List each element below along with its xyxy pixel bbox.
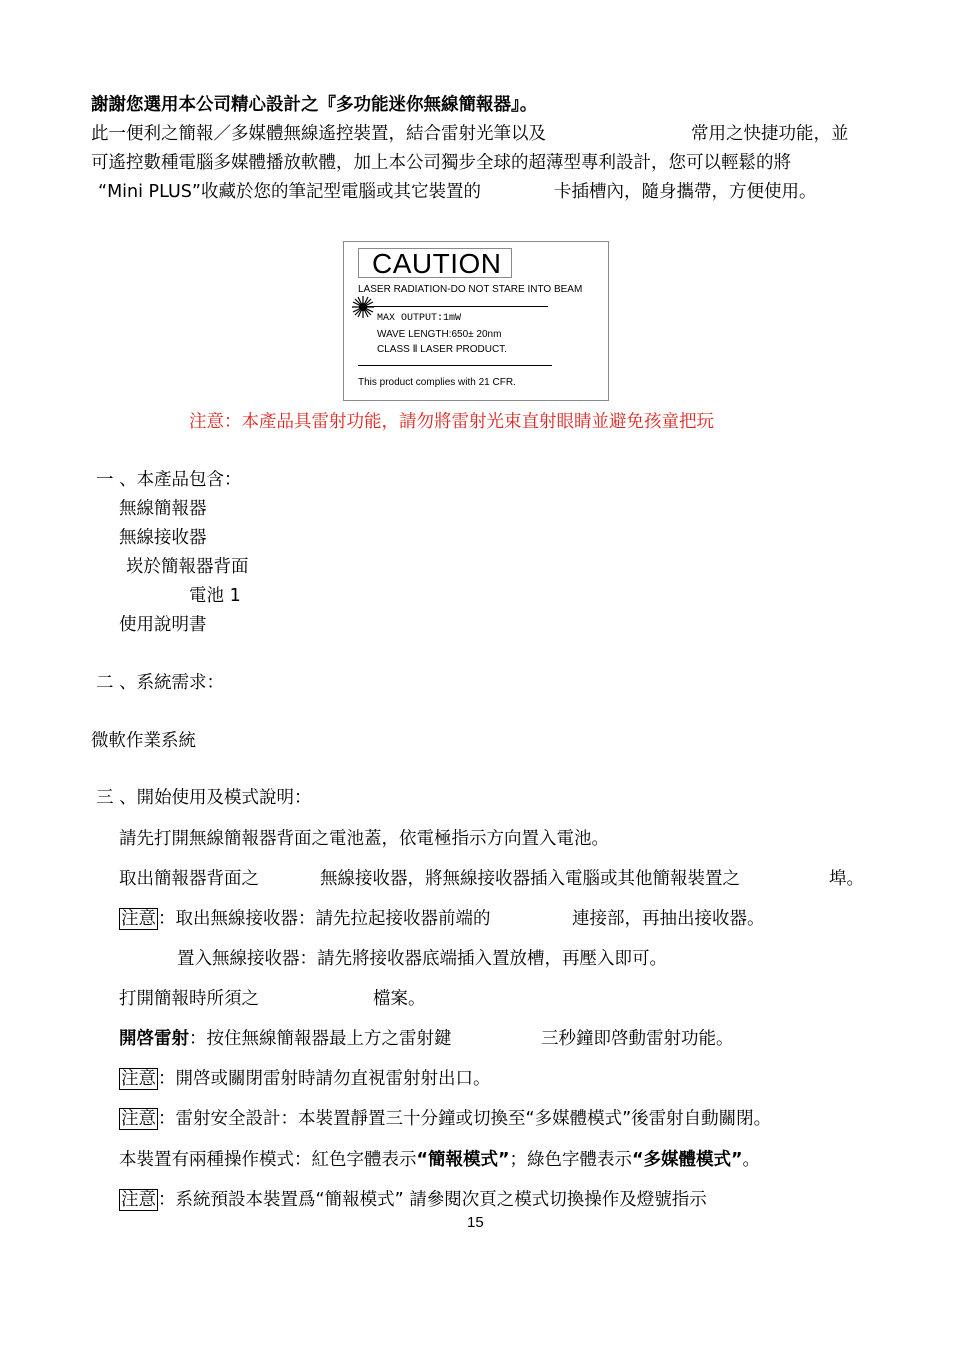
note-insert-receiver: 置入無線接收器：請先將接收器底端插入置放槽，再壓入即可。 xyxy=(177,949,667,969)
page-number: 15 xyxy=(467,1214,484,1231)
note-label: 注意 xyxy=(121,1069,156,1089)
step-open-file-b: 檔案。 xyxy=(373,989,426,1009)
caution-complies: This product complies with 21 CFR. xyxy=(358,377,516,388)
laser-on-label: 開啓雷射 xyxy=(119,1029,189,1049)
intro-line-3a: “Mini PLUS”收藏於您的筆記型電腦或其它裝置的 xyxy=(98,182,481,202)
step-battery: 請先打開無線簡報器背面之電池蓋，依電極指示方向置入電池。 xyxy=(119,829,609,849)
caution-title: CAUTION xyxy=(358,248,512,278)
note-laser-eyes xyxy=(119,1068,491,1090)
step-receiver-c: 埠。 xyxy=(829,869,864,889)
laser-warning-text: 注意：本產品具雷射功能，請勿將雷射光束直射眼睛並避免孩童把玩 xyxy=(189,412,714,432)
intro-line-1b: 常用之快捷功能，並 xyxy=(691,124,849,144)
step-laser xyxy=(119,1028,452,1050)
step-receiver-a: 取出簡報器背面之 xyxy=(119,869,259,889)
note-laser-safety xyxy=(119,1108,771,1130)
section2-heading: 二 、系統需求： xyxy=(96,673,225,693)
step-receiver-b: 無線接收器，將無線接收器插入電腦或其他簡報裝置之 xyxy=(320,869,740,889)
caution-divider-1 xyxy=(366,306,548,307)
laser-hazard-icon xyxy=(351,295,375,319)
section1-item: 電池 1 xyxy=(189,586,241,606)
caution-divider-2 xyxy=(358,365,552,366)
step-open-file-a: 打開簡報時所須之 xyxy=(119,989,259,1009)
mode-text: ；綠色字體表示 xyxy=(509,1150,633,1170)
section2-os: 微軟作業系統 xyxy=(91,731,196,751)
caution-warning: LASER RADIATION-DO NOT STARE INTO BEAM xyxy=(358,284,583,295)
intro-line-2: 可遙控數種電腦多媒體播放軟體，加上本公司獨步全球的超薄型專利設計，您可以輕鬆的將 xyxy=(91,153,791,173)
mode-description xyxy=(119,1149,760,1171)
laser-on-text: ：按住無線簡報器最上方之雷射鍵 xyxy=(189,1029,452,1049)
caution-label xyxy=(343,241,609,401)
section1-item: 無線接收器 xyxy=(119,528,207,548)
note-text: ：取出無線接收器：請先拉起接收器前端的 xyxy=(158,909,491,929)
caution-class: CLASS Ⅱ LASER PRODUCT. xyxy=(377,344,507,355)
note-text: ：雷射安全設計：本裝置靜置三十分鐘或切換至“多媒體模式”後雷射自動關閉。 xyxy=(158,1109,772,1129)
section1-item: 無線簡報器 xyxy=(119,499,207,519)
note-text: ：開啓或關閉雷射時請勿直視雷射射出口。 xyxy=(158,1069,491,1089)
multimedia-mode: “多媒體模式” xyxy=(632,1150,743,1170)
note-remove-receiver xyxy=(119,908,491,930)
section1-heading: 一 、本產品包含： xyxy=(96,470,242,490)
caution-wave-length: WAVE LENGTH:650± 20nm xyxy=(377,329,502,340)
note-default-mode xyxy=(119,1189,707,1211)
intro-line-3b: 卡插槽內，隨身攜帶，方便使用。 xyxy=(554,182,817,202)
intro-title: 謝謝您選用本公司精心設計之『多功能迷你無線簡報器』。 xyxy=(91,95,538,115)
note-label: 注意 xyxy=(121,1109,156,1129)
mode-text: 本裝置有兩種操作模式：紅色字體表示 xyxy=(119,1150,417,1170)
section1-item: 使用說明書 xyxy=(119,615,207,635)
step-laser-b: 三秒鐘即啓動雷射功能。 xyxy=(541,1029,734,1049)
note-label: 注意 xyxy=(121,1190,156,1210)
section3-heading: 三 、開始使用及模式說明： xyxy=(96,788,312,808)
note-remove-receiver-b: 連接部，再抽出接收器。 xyxy=(572,909,765,929)
section1-item: 崁於簡報器背面 xyxy=(126,557,249,577)
caution-max-output: MAX OUTPUT:1mW xyxy=(377,313,462,324)
intro-line-1a: 此一便利之簡報／多媒體無線遙控裝置，結合雷射光筆以及 xyxy=(91,124,546,144)
mode-text: 。 xyxy=(742,1150,761,1170)
note-label: 注意 xyxy=(121,909,156,929)
note-text: ：系統預設本裝置爲“簡報模式” 請參閱次頁之模式切換操作及燈號指示 xyxy=(158,1190,707,1210)
presentation-mode: “簡報模式” xyxy=(416,1150,510,1170)
